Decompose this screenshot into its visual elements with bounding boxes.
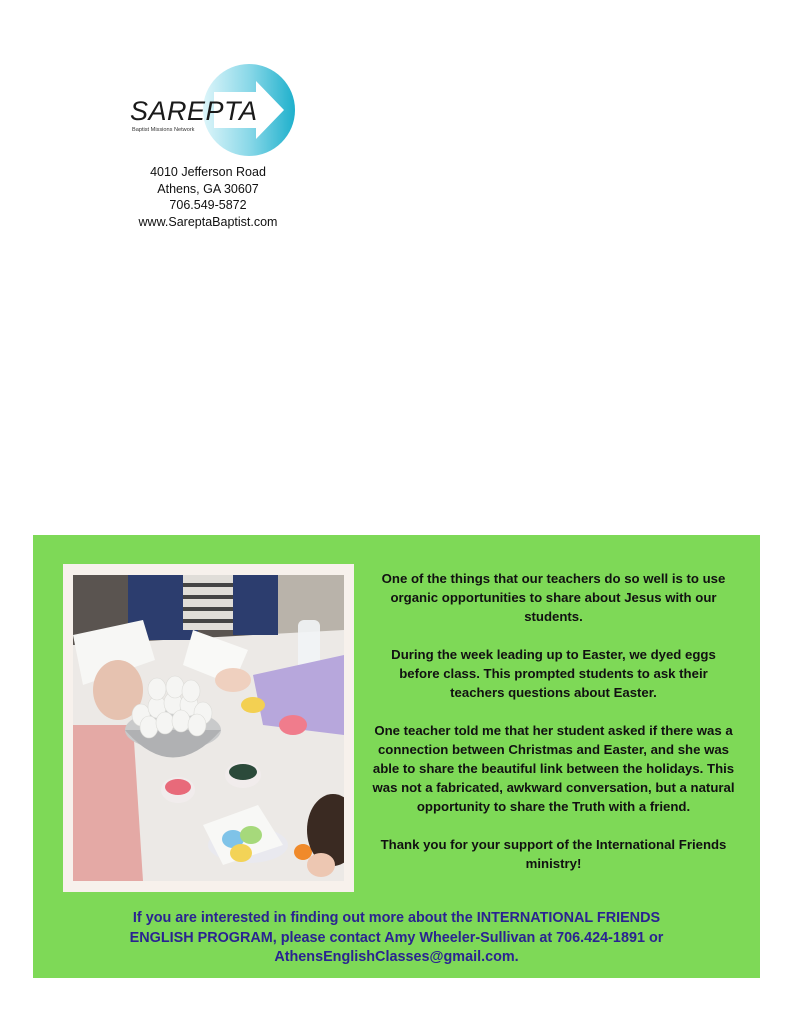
- sarepta-arrow-logo-icon: [128, 62, 298, 158]
- contact-line: ENGLISH PROGRAM, please contact Amy Wheeler-Sullivan at 706.424-1891 or: [129, 929, 664, 946]
- story-text: [371, 569, 736, 873]
- easter-egg-dyeing-photo-icon: [73, 575, 344, 881]
- sarepta-logo: [128, 62, 298, 158]
- address-block: [110, 164, 306, 230]
- story-paragraph: One teacher told me that her student asked if there was a connection between Christmas and Easter, and she was able to share the beautiful link between the holidays. This was not a fabricated, awkward conversation, but a natural opportunity to share the Truth with a friend.: [372, 723, 735, 814]
- address-street: 4010 Jefferson Road: [150, 165, 266, 179]
- thank-you-paragraph: Thank you for your support of the International Friends ministry!: [380, 837, 727, 871]
- contact-line: If you are interested in finding out more about the INTERNATIONAL FRIENDS: [132, 910, 661, 926]
- address-city: Athens, GA 30607: [157, 181, 259, 196]
- address-website: www.SareptaBaptist.com: [138, 214, 278, 229]
- logo-tagline: Baptist Missions Network: [132, 127, 195, 133]
- story-paragraph: During the week leading up to Easter, we dyed eggs before class. This prompted students to ask their teachers questions about Easter.: [391, 647, 716, 700]
- contact-email[interactable]: AthensEnglishClasses@gmail.com.: [274, 949, 519, 965]
- newsletter-panel: [33, 535, 760, 978]
- address-phone: 706.549-5872: [169, 198, 247, 212]
- contact-callout: [33, 909, 760, 968]
- logo-wordmark: SAREPTA: [130, 96, 258, 126]
- photo-frame: [63, 564, 354, 892]
- story-paragraph: One of the things that our teachers do so well is to use organic opportunities to share about Jesus with our students.: [381, 571, 726, 624]
